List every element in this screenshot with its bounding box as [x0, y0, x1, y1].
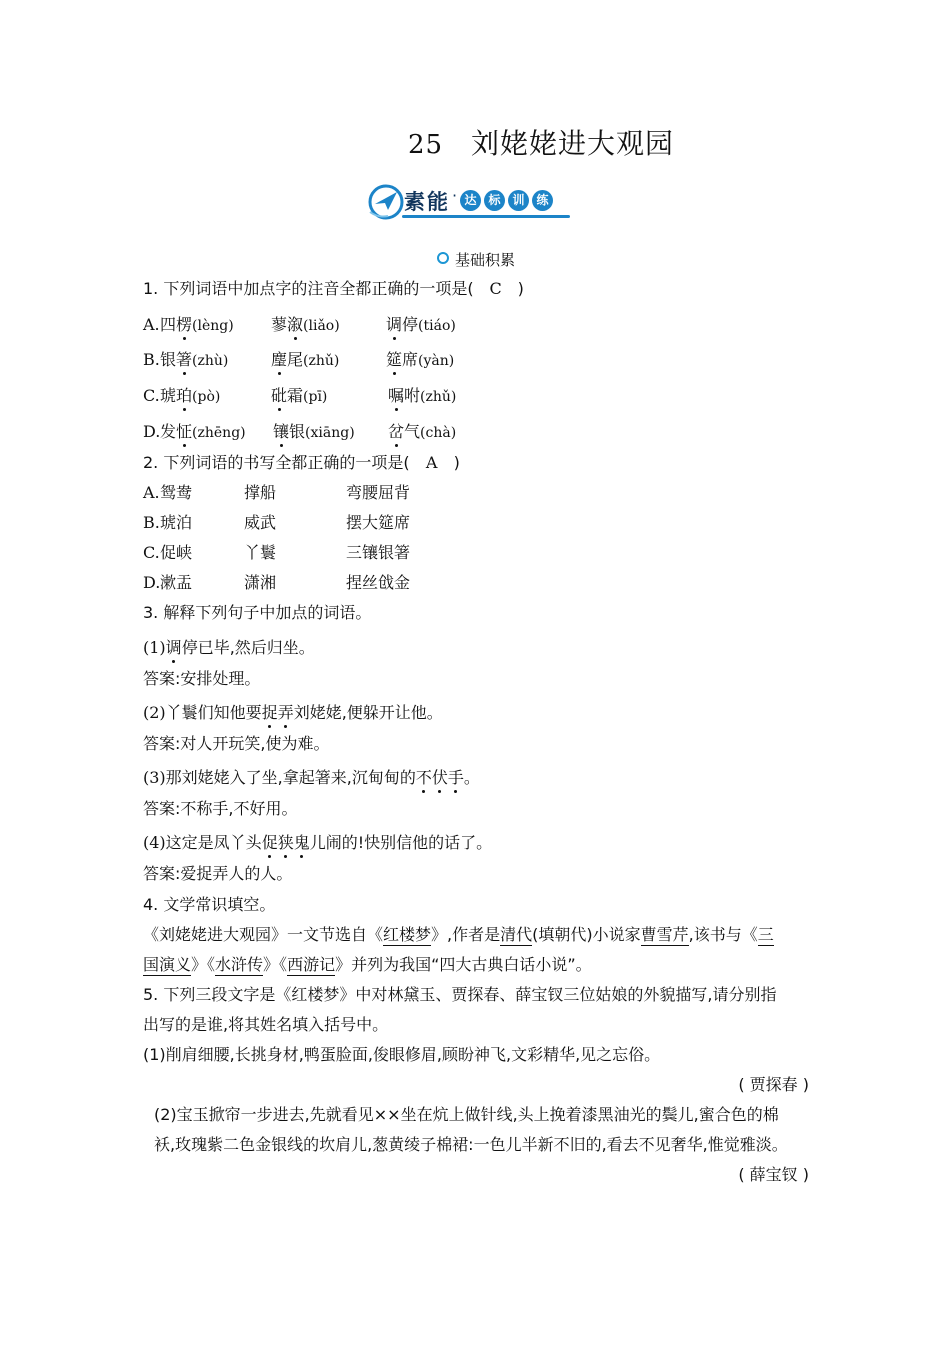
- q1-option-item: 镶银(xiāng): [273, 422, 355, 441]
- q5-answer: ( 贾探春 ): [738, 1075, 809, 1094]
- q1-option-item: 银箸(zhù): [160, 350, 229, 369]
- q1-option-item: 四楞(lèng): [160, 315, 234, 334]
- q4-line: 《刘姥姥进大观园》一文节选自《红楼梦》,作者是清代(填朝代)小说家曹雪芹,该书与《三: [143, 925, 774, 944]
- q1-option: C. 琥珀(pò) 砒霜(pī) 嘱咐(zhǔ): [143, 386, 457, 405]
- section-heading: [0, 249, 952, 270]
- banner-chip: 训: [508, 190, 529, 211]
- q1-option-item: 调停(tiáo): [386, 315, 456, 334]
- q1-answer: C: [489, 279, 502, 298]
- q2-option: C. 促峡 丫鬟 三镶银箸: [143, 543, 411, 562]
- q1-option-item: 琥珀(pò): [160, 386, 221, 405]
- q1-option-item: 发怔(zhēng): [160, 422, 246, 441]
- q2-option: B. 琥泊 威武 摆大筵席: [143, 513, 411, 532]
- q3-sentence: (2)丫鬟们知他要捉弄刘姥姥,便躲开让他。: [143, 703, 443, 722]
- banner-dot: ·: [452, 186, 458, 205]
- q3-sentence: (4)这定是凤丫头促狭鬼儿闹的!快别信他的话了。: [143, 833, 493, 852]
- q5-stem: 出写的是谁,将其姓名填入括号中。: [143, 1015, 389, 1034]
- paper-plane-logo-icon: [366, 178, 406, 222]
- q1-option-item: 岔气(chà): [388, 422, 457, 441]
- q1-option: A. 四楞(lèng) 蓼溆(liǎo) 调停(tiáo): [143, 315, 456, 334]
- q3-sentence: (1)调停已毕,然后归坐。: [143, 638, 315, 657]
- q1-stem: 1. 下列词语中加点字的注音全都正确的一项是( C ): [143, 279, 524, 298]
- q5-answer: ( 薛宝钗 ): [738, 1165, 809, 1184]
- banner-chip: 标: [484, 190, 505, 211]
- q3-answer: 答案:安排处理。: [143, 669, 261, 688]
- banner-underline: [402, 215, 570, 218]
- section-banner: [366, 176, 578, 224]
- lesson-title: 刘姥姥进大观园: [471, 127, 675, 160]
- q5-passage: (1)削肩细腰,长挑身材,鸭蛋脸面,俊眼修眉,顾盼神飞,文彩精华,见之忘俗。: [143, 1045, 661, 1064]
- q2-stem: 2. 下列词语的书写全都正确的一项是( A ): [143, 453, 460, 472]
- q1-option: D. 发怔(zhēng) 镶银(xiāng) 岔气(chà): [143, 422, 457, 441]
- q1-option-item: 筵席(yàn): [386, 350, 455, 369]
- page-title: [0, 122, 952, 162]
- q5-stem: 5. 下列三段文字是《红楼梦》中对林黛玉、贾探春、薛宝钗三位姑娘的外貌描写,请分别指: [143, 985, 777, 1004]
- q1-option-item: 麈尾(zhǔ): [271, 350, 340, 369]
- section-label: 基础积累: [454, 251, 515, 269]
- q1-option-item: 嘱咐(zhǔ): [388, 386, 457, 405]
- q3-stem: 3. 解释下列句子中加点的词语。: [143, 603, 372, 622]
- q2-answer: A: [425, 453, 438, 472]
- banner-label: 素能: [404, 190, 450, 214]
- q5-passage: 袄,玫瑰紫二色金银线的坎肩儿,葱黄绫子棉裙:一色儿半新不旧的,看去不见奢华,惟觉雅淡。: [154, 1135, 788, 1154]
- banner-chip: 练: [532, 190, 553, 211]
- q3-answer: 答案:爱捉弄人的人。: [143, 864, 293, 883]
- banner-chip: 达: [460, 190, 481, 211]
- circle-bullet-icon: [437, 252, 449, 264]
- lesson-number: 25: [407, 130, 444, 160]
- q4-stem: 4. 文学常识填空。: [143, 895, 276, 914]
- q3-answer: 答案:不称手,不好用。: [143, 799, 298, 818]
- q1-option-item: 蓼溆(liǎo): [271, 315, 340, 334]
- q4-line: 国演义》《水浒传》《西游记》并列为我国“四大古典白话小说”。: [143, 955, 592, 974]
- q1-option-item: 砒霜(pī): [271, 386, 328, 405]
- q1-option: B. 银箸(zhù) 麈尾(zhǔ) 筵席(yàn): [143, 350, 455, 369]
- q3-answer: 答案:对人开玩笑,使为难。: [143, 734, 330, 753]
- q3-sentence: (3)那刘姥姥入了坐,拿起箸来,沉甸甸的不伏手。: [143, 768, 480, 787]
- q2-option: A. 鸳鸯 撑船 弯腰屈背: [143, 483, 411, 502]
- q5-passage: (2)宝玉掀帘一步进去,先就看见××坐在炕上做针线,头上挽着漆黑油光的鬓儿,蜜合色的棉: [154, 1105, 779, 1124]
- q2-option: D. 漱盂 潇湘 捏丝戗金: [143, 573, 411, 592]
